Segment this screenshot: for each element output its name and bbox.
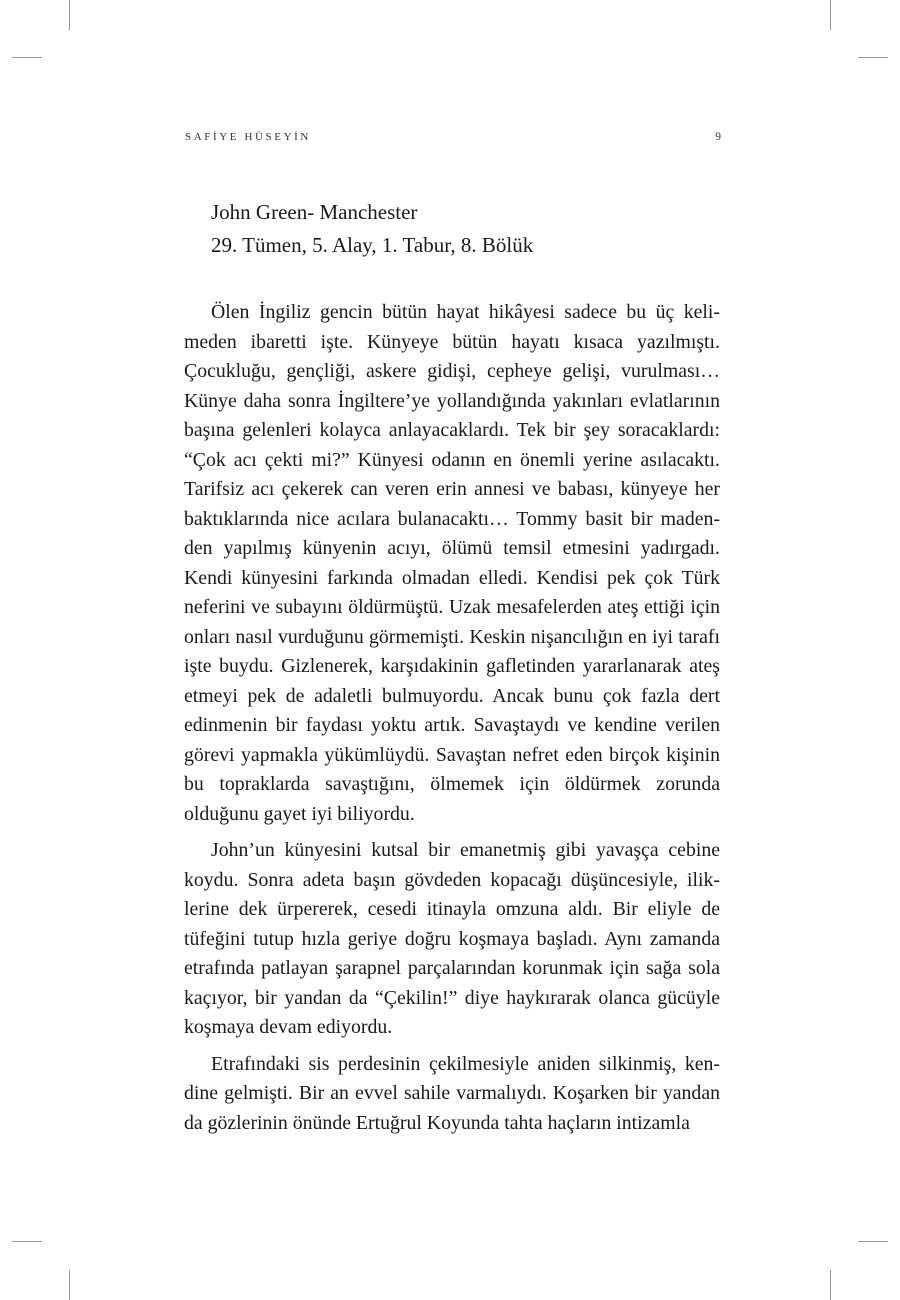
dog-tag-line-2: 29. Tümen, 5. Alay, 1. Tabur, 8. Bölük xyxy=(211,233,534,257)
running-head xyxy=(185,131,721,147)
crop-mark-top-right xyxy=(830,0,831,30)
dog-tag-line-1: John Green- Manchester xyxy=(211,200,418,224)
crop-mark-bottom-left xyxy=(69,1270,70,1300)
crop-mark-right-bottom xyxy=(858,1241,888,1242)
crop-mark-left-top xyxy=(12,57,42,58)
crop-mark-left-bottom xyxy=(12,1241,42,1242)
dog-tag-inscription xyxy=(211,196,533,262)
crop-mark-right-top xyxy=(858,57,888,58)
paragraph-3: Etrafındaki sis perdesinin çekilmesiyle aniden silkinmiş, kendine gelmişti. Bir an evvel sahile varmalıydı. Koşarken bir yandan da gözlerinin önünde Ertuğrul Koyunda tahta haçların intizamla xyxy=(184,1052,720,1134)
paragraph-2: John’un künyesini kutsal bir emanetmiş gibi yavaşça cebine koydu. Sonra adeta başın gövdeden kopacağı düşüncesiyle, iliklerine dek ürpererek, cesedi itinayla omzuna aldı. Bir eliyle de tüfeğini tutup hızla geriye doğru koşmaya başladı. Aynı zamanda etrafında patlayan şarapnel parçalarından korunmak için sağa sola kaçıyor, bir yandan da “Çekilin!” diye haykırarak olanca gücüyle koşmaya devam ediyordu. xyxy=(184,839,720,1038)
crop-mark-top-left xyxy=(69,0,70,30)
page-number: 9 xyxy=(715,131,721,143)
paragraph-1: Ölen İngiliz gencin bütün hayat hikâyesi sadece bu üç kelimeden ibaretti işte. Künyeye bütün hayatı kısaca yazılmıştı. Çocukluğu, gençliği, askere gidişi, cepheye gelişi, vurulması… Künye daha sonra İngiltere’ye yollandığında yakınları evlatlarının başına gelenleri kolayca anlayacaklardı. Tek bir şey soracaklardı: “Çok acı çekti mi?” Künyesi odanın en önemli yerine asılacaktı. Tarifsiz acı çekerek can veren erin annesi ve babası, künyeye her baktıklarında nice acılara bulanacaktı… Tommy basit bir madenden yapılmış künyenin acıyı, ölümü temsil etmesini yadırgadı. Kendi künyesini farkında olmadan elledi. Kendisi pek çok Türk neferini ve subayını öldürmüştü. Uzak mesafelerden ateş ettiği için onları nasıl vurduğunu görmemişti. Keskin nişancılığın en iyi tarafı işte buydu. Gizlenerek, karşıdakinin gafletinden yararlanarak ateş etmeyi pek de adaletli bulmuyordu. Ancak bunu çok fazla dert edinmenin bir faydası yoktu artık. Savaştaydı ve kendine verilen görevi yapmakla yükümlüydü. Savaştan nefret eden birçok kişinin bu topraklarda savaştığını, ölmemek için öldürmek zorunda olduğunu gayet iyi biliyordu. xyxy=(184,301,720,825)
running-head-author: SAFİYE HÜSEYİN xyxy=(185,131,311,143)
body-text xyxy=(184,298,720,1145)
crop-mark-bottom-right xyxy=(830,1270,831,1300)
